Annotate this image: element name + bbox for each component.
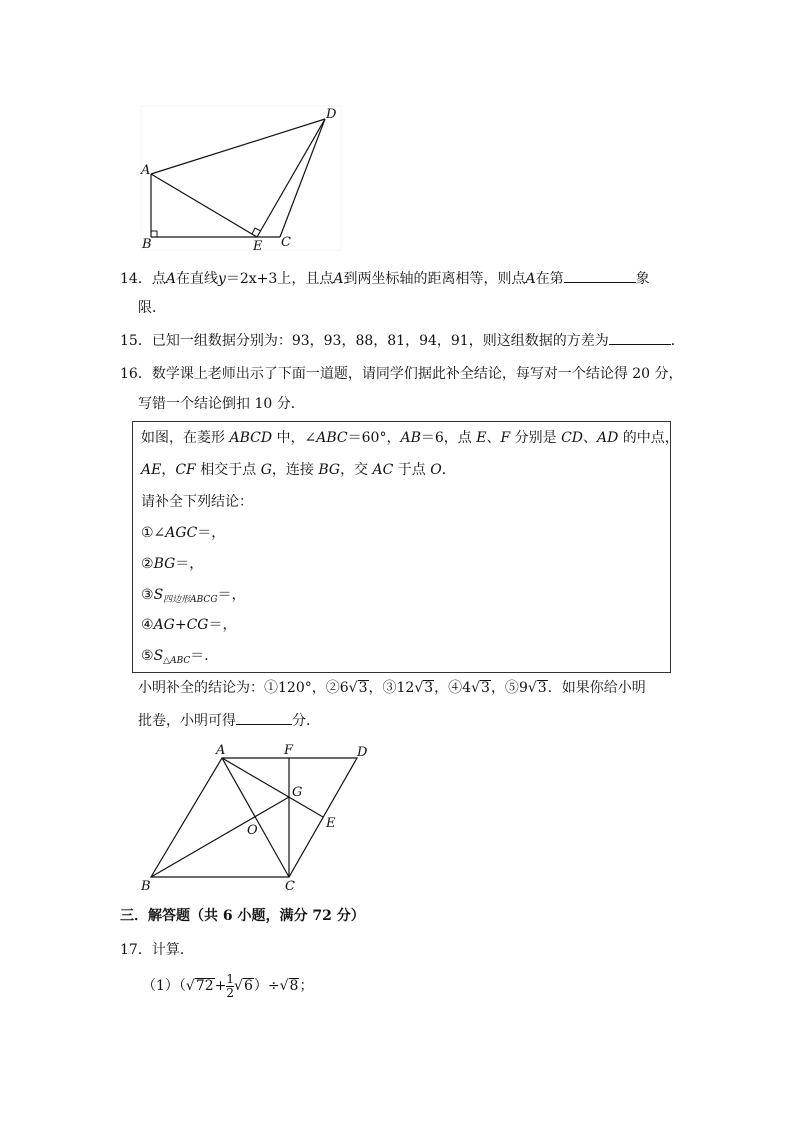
question-16-line-1 (120, 364, 683, 384)
text: ， (161, 462, 176, 478)
label-f: F (284, 743, 294, 758)
var: AC (372, 462, 394, 478)
text: 上，且点 (277, 271, 334, 287)
text: 12 (396, 680, 415, 696)
var: F (500, 430, 511, 446)
text: 批卷，小明可得 (138, 713, 236, 729)
question-14-line-2: 限． (138, 300, 166, 316)
label-e: E (326, 816, 336, 831)
text: 小明补全的结论为：①120°，② (138, 680, 340, 696)
var: AE (141, 462, 162, 478)
segment-ac (222, 758, 289, 877)
var-y: y (217, 271, 226, 287)
question-number: 17． (120, 942, 152, 958)
text: 于点 (393, 462, 431, 478)
sqrt-sign: √ (414, 680, 424, 696)
var: ABC (316, 430, 348, 446)
var: CF (175, 462, 196, 478)
label-b: B (142, 237, 152, 252)
var: AD (597, 430, 619, 446)
text: 的中点， (618, 430, 679, 446)
text: ，④ (434, 680, 463, 696)
text: 分． (292, 713, 320, 729)
text: ③ (141, 587, 154, 603)
text: 在直线 (175, 271, 218, 287)
text: 象 (635, 271, 650, 287)
conclusion-5 (141, 646, 218, 671)
question-17-part-1 (142, 972, 313, 1000)
box-line-2 (141, 460, 456, 480)
text: ． (670, 333, 685, 349)
text: ，③ (368, 680, 397, 696)
label-o: O (247, 823, 258, 838)
text: 、 (486, 430, 501, 446)
text: ．如果你给小明 (547, 680, 646, 696)
var-a: A (525, 271, 536, 287)
problem-box (132, 421, 679, 673)
sqrt-sign: √ (471, 680, 481, 696)
text: ＝， (208, 617, 237, 633)
box-line-1 (141, 428, 679, 448)
label-c: C (281, 235, 291, 250)
text: ＝． (190, 648, 219, 664)
question-15 (120, 330, 685, 351)
text: ⑤ (141, 648, 154, 664)
segment-ae (222, 758, 323, 817)
question-number: 15． (120, 333, 152, 349)
text: ，⑤ (490, 680, 519, 696)
question-number: 16． (120, 366, 152, 382)
subscript: 四边形ABCG (163, 595, 218, 605)
text: 点 (151, 271, 166, 287)
var: E (476, 430, 487, 446)
text: ＝60°， (347, 430, 401, 446)
answer-blank[interactable] (609, 330, 671, 345)
label-c: C (285, 879, 295, 894)
var: S (153, 648, 164, 664)
sqrt-sign: √ (234, 978, 243, 994)
sqrt-radicand: 3 (424, 680, 434, 696)
sqrt-sign: √ (348, 680, 358, 696)
text: ④ (141, 617, 154, 633)
text: 4 (462, 680, 472, 696)
sqrt-radicand: 3 (481, 680, 490, 696)
question-17-title (120, 940, 194, 960)
text: ＝， (197, 525, 226, 541)
question-16-line-2: 写错一个结论倒扣 10 分． (138, 396, 305, 412)
text: 到两坐标轴的距离相等，则点 (343, 271, 526, 287)
text: ② (141, 556, 154, 572)
var-a: A (333, 271, 344, 287)
label-g: G (292, 785, 303, 800)
text: 中，∠ (272, 430, 317, 446)
text: ，连接 (271, 462, 319, 478)
var: BG (318, 462, 341, 478)
equation: ＝2x+3 (225, 271, 278, 287)
conclusion-1 (141, 523, 225, 543)
sqrt-sign: √ (185, 978, 195, 994)
sqrt-radicand: 72 (195, 978, 214, 994)
figure-2-rhombus-diagram (136, 740, 376, 895)
var: CD (561, 430, 584, 446)
text: ＝， (217, 587, 246, 603)
var: BG (153, 556, 176, 572)
var: S (153, 587, 164, 603)
var: AGC (165, 525, 198, 541)
sqrt-radicand: 8 (289, 978, 299, 994)
text: ． (441, 462, 456, 478)
var-a: A (165, 271, 176, 287)
text: ，交 (340, 462, 373, 478)
subscript: △ABC (163, 656, 191, 666)
text: 相交于点 (195, 462, 261, 478)
question-16-answer-line (138, 678, 646, 698)
label-b: B (141, 879, 151, 894)
label-a: A (141, 163, 151, 178)
text: ＝， (175, 556, 204, 572)
text: ）÷ (253, 978, 280, 994)
label-d: D (357, 745, 368, 760)
var: O (430, 462, 442, 478)
var: AG+CG (153, 617, 209, 633)
sqrt-radicand: 6 (243, 978, 253, 994)
sqrt-sign: √ (527, 680, 537, 696)
figure-1-triangle-diagram (136, 104, 346, 254)
text: ＝6，点 (420, 430, 477, 446)
text: （1）（ (142, 978, 186, 994)
var: G (260, 462, 272, 478)
text: 、 (583, 430, 598, 446)
sqrt-radicand: 3 (537, 680, 547, 696)
question-text: 数学课上老师出示了下面一道题，请同学们据此补全结论，每写对一个结论得 20 分， (151, 366, 683, 382)
numerator: 1 (226, 971, 235, 986)
question-14-line-1 (120, 268, 650, 289)
var: ABCD (229, 430, 273, 446)
text: ①∠ (141, 525, 166, 541)
question-text: 计算． (151, 942, 194, 958)
conclusion-2 (141, 554, 203, 574)
text: 如图，在菱形 (141, 430, 230, 446)
question-number: 14． (120, 271, 152, 287)
question-text: 已知一组数据分别为：93，93，88，81，94，91，则这组数据的方差为 (151, 333, 609, 349)
question-16-last-line (138, 710, 320, 731)
section-3-heading: 三．解答题（共 6 小题，满分 72 分） (120, 908, 365, 924)
text: 9 (518, 680, 528, 696)
text: 6 (339, 680, 349, 696)
box-line-3: 请补全下列结论： (141, 494, 253, 510)
answer-blank[interactable] (236, 710, 292, 725)
conclusion-3 (141, 585, 246, 610)
text: ； (299, 978, 314, 994)
denominator: 2 (226, 985, 235, 1000)
text: + (214, 978, 227, 994)
sqrt-radicand: 3 (358, 680, 368, 696)
var: AB (400, 430, 421, 446)
fraction (226, 973, 234, 1000)
label-e: E (253, 239, 263, 254)
text: 在第 (535, 271, 564, 287)
conclusion-4 (141, 615, 236, 635)
segment-bg (151, 797, 289, 877)
label-a: A (216, 743, 226, 758)
label-d: D (326, 107, 337, 122)
answer-blank[interactable] (564, 268, 636, 283)
sqrt-sign: √ (279, 978, 289, 994)
text: 分别是 (510, 430, 562, 446)
